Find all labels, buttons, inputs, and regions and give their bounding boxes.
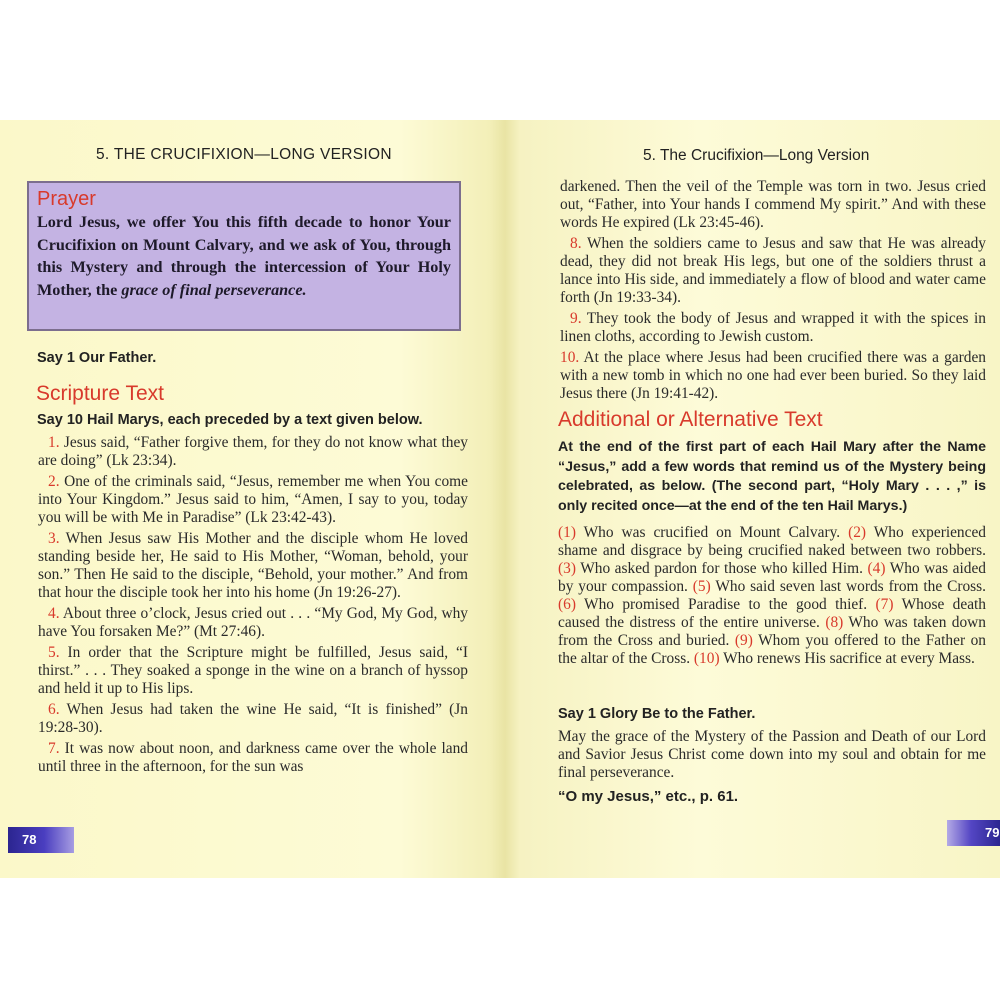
phrase-text: Who was aided by your compassion. <box>558 560 986 595</box>
closing-prayer-block <box>558 728 986 782</box>
closing-prayer: May the grace of the Mystery of the Passion and Death of our Lord and Savior Jesus Christ come down into my soul and obtain for me final perseverance. <box>558 728 986 781</box>
phrase-text: Who was taken down from the Cross and buried. <box>558 614 986 649</box>
phrase-text: Who promised Paradise to the good thief. <box>575 596 876 613</box>
phrase-text: Who renews His sacrifice at every Mass. <box>719 650 975 667</box>
list-item <box>38 605 468 641</box>
running-head-left: 5. THE CRUCIFIXION—LONG VERSION <box>96 146 392 163</box>
list-item <box>38 740 468 776</box>
phrase-number: (1) <box>558 524 576 541</box>
prayer-text-italic: grace of final perseverance. <box>121 280 307 299</box>
prayer-text-main: Lord Jesus, we offer You this fifth decade to honor Your Crucifixion on Mount Calvary, and we ask of You, through this Mystery and through the intercession of Your Holy Mother, the <box>37 213 451 299</box>
item-number: 2. <box>48 473 60 490</box>
list-item <box>560 349 986 403</box>
list-item <box>38 434 468 470</box>
phrase-number: (3) <box>558 560 576 577</box>
item-number: 3. <box>48 530 60 547</box>
phrases-text <box>558 524 986 668</box>
item-text: At the place where Jesus had been crucified there was a garden with a new tomb in which no one had ever been buried. So they laid Jesus there (Jn 19:41-42). <box>560 349 987 402</box>
left-page <box>0 120 505 878</box>
scripture-list <box>38 434 468 779</box>
phrase-number: (9) <box>734 632 753 649</box>
hail-marys-instruction: Say 10 Hail Marys, each preceded by a text given below. <box>37 412 423 428</box>
running-head-right: 5. The Crucifixion—Long Version <box>643 147 870 164</box>
list-item <box>38 701 468 737</box>
phrase-number: (8) <box>825 614 844 631</box>
phrase-number: (2) <box>848 524 867 541</box>
item-number: 9. <box>570 310 582 327</box>
additional-instruction: At the end of the first part of each Hail Mary after the Name “Jesus,” add a few words that remind us of the Mystery being celebrated, as below. (The second part, “Holy Mary . . . ,” is only recited once—at the end of the ten Hail Marys.) <box>558 439 986 514</box>
item-number: 4. <box>48 605 60 622</box>
scripture-continuation <box>560 178 986 406</box>
item-text: Jesus said, “Father forgive them, for they do not know what they are doing” (Lk 23:34). <box>38 434 468 469</box>
item-number: 10. <box>560 349 580 366</box>
phrase-number: (7) <box>875 596 894 613</box>
list-item <box>560 310 986 346</box>
page-number-left: 78 <box>8 827 74 853</box>
item-text: When Jesus had taken the wine He said, “It is finished” (Jn 19:28-30). <box>38 701 468 736</box>
item-number: 7. <box>48 740 60 757</box>
phrase-number: (10) <box>693 650 720 667</box>
phrase-number: (6) <box>558 596 576 613</box>
page-number-right: 79 <box>947 820 1000 846</box>
item-text: One of the criminals said, “Jesus, remember me when You come into Your Kingdom.” Jesus said to him, “Amen, I say to you, today you will be with Me in Paradise” (Lk 23:42-43). <box>38 473 468 526</box>
phrase-text: Whose death caused the distress of the entire universe. <box>558 596 986 631</box>
phrases-paragraph <box>558 524 986 668</box>
phrase-number: (4) <box>867 560 886 577</box>
item-text: In order that the Scripture might be fulfilled, Jesus said, “I thirst.” . . . They soaked a sponge in the wine on a branch of hyssop and held it up to His lips. <box>38 644 468 697</box>
item-text: They took the body of Jesus and wrapped it with the spices in linen cloths, according to Jewish custom. <box>560 310 986 345</box>
item-text: When the soldiers came to Jesus and saw that He was already dead, they did not break His legs, but one of the soldiers thrust a lance into His side, and immediately a flow of blood and water came forth (Jn 19:33-34). <box>560 235 986 306</box>
phrase-number: (5) <box>692 578 711 595</box>
additional-heading: Additional or Alternative Text <box>558 408 823 431</box>
scripture-heading: Scripture Text <box>36 382 164 405</box>
book-spread <box>0 120 1000 878</box>
right-page <box>510 120 1000 878</box>
item-number: 5. <box>48 644 60 661</box>
item-number: 1. <box>48 434 60 451</box>
list-item <box>38 530 468 602</box>
item-number: 6. <box>48 701 60 718</box>
say-our-father: Say 1 Our Father. <box>37 350 157 366</box>
prayer-box <box>27 181 461 331</box>
list-item <box>38 644 468 698</box>
prayer-heading: Prayer <box>37 188 96 210</box>
phrase-text: Who said seven last words from the Cross. <box>710 578 986 595</box>
item-text: When Jesus saw His Mother and the disciple whom He loved standing beside her, He said to His Mother, “Woman, behold, your son.” Then He said to the disciple, “Behold, your mother.” And from that hour the disciple took her into his home (Jn 19:26-27). <box>38 530 468 601</box>
glory-be-instruction: Say 1 Glory Be to the Father. <box>558 706 756 722</box>
phrase-text: Whom you offered to the Father on the altar of the Cross. <box>558 632 986 667</box>
item-number: 8. <box>570 235 582 252</box>
list-item <box>560 235 986 307</box>
phrase-text: Who asked pardon for those who killed Him. <box>575 560 868 577</box>
list-item <box>38 473 468 527</box>
phrase-text: Who was crucified on Mount Calvary. <box>575 524 849 541</box>
item-text: It was now about noon, and darkness came over the whole land until three in the afternoon, for the sun was <box>38 740 468 775</box>
prayer-text <box>37 211 451 301</box>
item-text: About three o’clock, Jesus cried out . . . “My God, My God, why have You forsaken Me?” (Mt 27:46). <box>38 605 468 640</box>
phrase-text: Who experienced shame and disgrace by being crucified naked between two robbers. <box>558 524 986 559</box>
continuation-text: darkened. Then the veil of the Temple was torn in two. Jesus cried out, “Father, into Your hands I commend My spirit.” And with these words He expired (Lk 23:45-46). <box>560 178 986 231</box>
o-my-jesus: “O my Jesus,” etc., p. 61. <box>558 788 739 805</box>
